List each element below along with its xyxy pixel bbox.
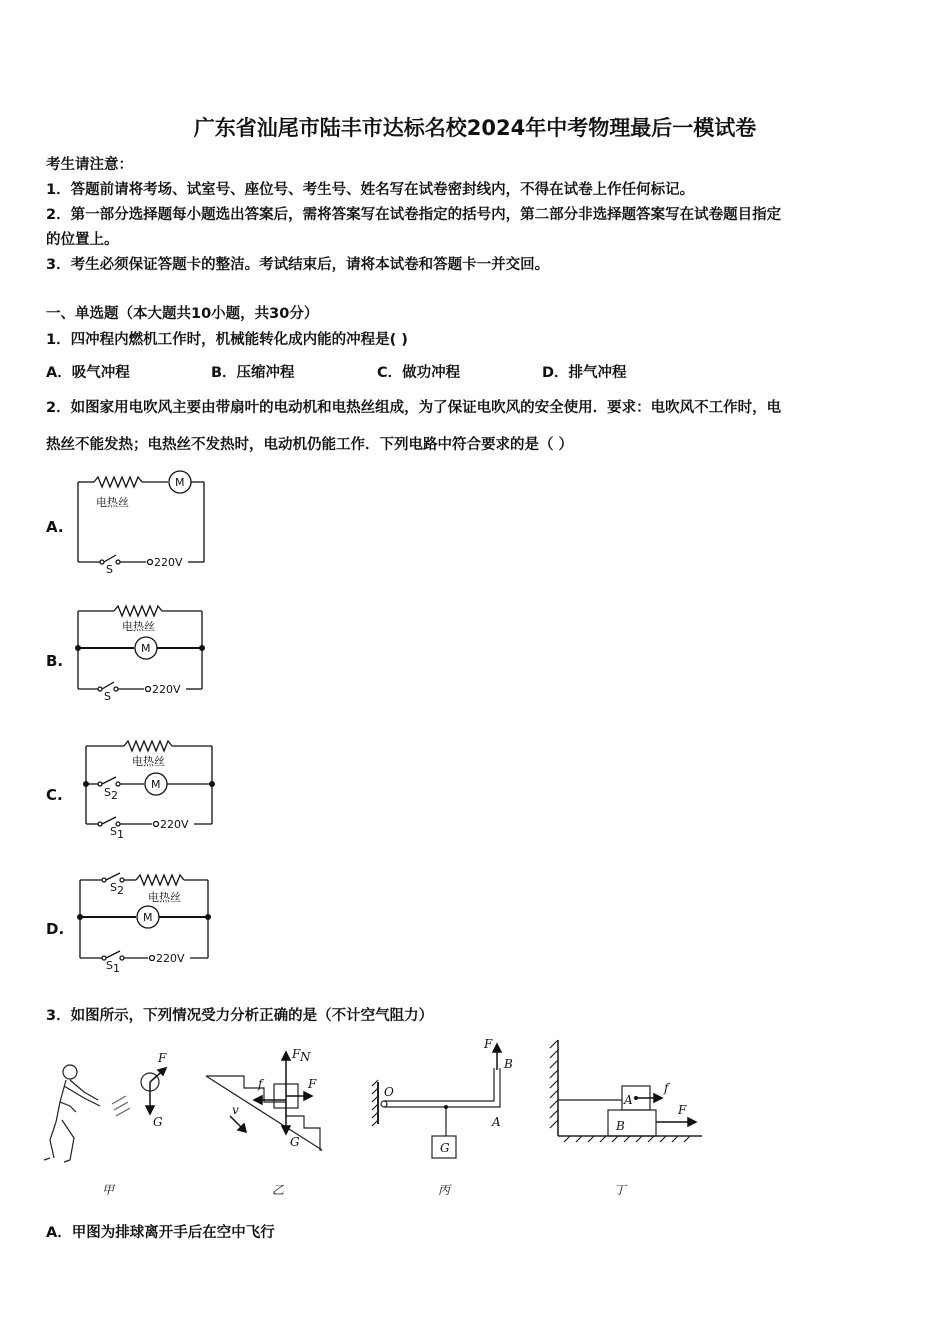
notice-heading: 考生请注意： [46, 157, 133, 173]
q2-option-a-label: A. [46, 518, 64, 536]
motor-label: M [141, 642, 151, 655]
q3-figure-jia [40, 1040, 190, 1200]
force-f-label: F [678, 1103, 687, 1117]
switch-label: S [106, 563, 113, 574]
q1-stem: 1．四冲程内燃机工作时，机械能转化成内能的冲程是( ) [46, 332, 408, 348]
point-b-label: B [504, 1057, 513, 1071]
heater-label: 电热丝 [148, 891, 181, 904]
heater-label: 电热丝 [132, 755, 165, 768]
circuit-a-diagram [70, 462, 220, 574]
q1-option-c: C．做功冲程 [377, 365, 461, 381]
switch-s1-sub: 1 [117, 828, 124, 841]
q1-option-b: B．压缩冲程 [211, 365, 295, 381]
q3-stem: 3．如图所示，下列情况受力分析正确的是（不计空气阻力） [46, 1008, 434, 1024]
figure-label-jia: 甲 [102, 1183, 115, 1197]
motor-label: M [175, 476, 185, 489]
circuit-c-diagram [76, 732, 226, 842]
force-fn-label: F [292, 1047, 301, 1061]
section-heading: 一、单选题（本大题共10小题，共30分） [46, 306, 319, 322]
friction-f-label: f [258, 1077, 263, 1091]
voltage-label: 220V [154, 556, 183, 569]
force-g-label: G [290, 1135, 300, 1149]
q3-figure-yi [200, 1040, 340, 1200]
switch-s1-label: S [110, 825, 117, 838]
q2-option-d-label: D. [46, 920, 65, 938]
figure-label-bing: 丙 [438, 1183, 451, 1197]
q2-stem-line1: 2．如图家用电吹风主要由带扇叶的电动机和电热丝组成，为了保证电吹风的安全使用．要求：电吹风不工作时，电 [46, 400, 782, 416]
point-a-label: A [492, 1115, 501, 1129]
force-f-label: F [158, 1051, 167, 1065]
heater-resistor [94, 477, 142, 487]
figure-label-ding: 丁 [614, 1183, 627, 1197]
force-g-label: G [153, 1115, 163, 1129]
voltage-label: 220V [152, 683, 181, 696]
figure-label-yi: 乙 [272, 1183, 285, 1197]
force-fn-sub: N [300, 1050, 311, 1064]
heater-label: 电热丝 [96, 496, 129, 509]
q2-option-b-label: B. [46, 652, 64, 670]
notice-item-3: 3．考生必须保证答题卡的整洁。考试结束后，请将本试卷和答题卡一并交回。 [46, 257, 550, 273]
q1-option-d: D．排气冲程 [542, 365, 627, 381]
friction-f-label: f [664, 1081, 669, 1095]
switch-s2-label: S [104, 786, 111, 799]
force-f-label: F [308, 1077, 317, 1091]
heater-resistor [114, 606, 162, 616]
q3-figure-ding [540, 1034, 710, 1200]
switch-s2-label: S [110, 881, 117, 894]
force-f-label: F [484, 1037, 493, 1051]
page-title: 广东省汕尾市陆丰市达标名校2024年中考物理最后一模试卷 [193, 116, 757, 140]
notice-item-2-cont: 的位置上。 [46, 232, 119, 248]
voltage-label: 220V [160, 818, 189, 831]
weight-g-label: G [440, 1141, 450, 1155]
q3-option-a: A．甲图为排球离开手后在空中飞行 [46, 1225, 275, 1241]
switch-s1-label: S [106, 959, 113, 972]
velocity-v-label: v [232, 1103, 239, 1117]
block-b-label: B [616, 1119, 625, 1133]
circuit-d-diagram [70, 864, 220, 976]
switch-s2-sub: 2 [117, 884, 124, 897]
notice-item-2: 2．第一部分选择题每小题选出答案后，需将答案写在试卷指定的括号内，第二部分非选择题答案写在试卷题目指定 [46, 207, 782, 223]
q2-stem-line2: 热丝不能发热；电热丝不发热时，电动机仍能工作．下列电路中符合要求的是（ ） [46, 437, 574, 453]
block-a-label: A [624, 1093, 633, 1107]
switch-s2-sub: 2 [111, 789, 118, 802]
notice-item-1: 1．答题前请将考场、试室号、座位号、考生号、姓名写在试卷密封线内，不得在试卷上作任何标记。 [46, 182, 695, 198]
q3-figure-bing [366, 1034, 526, 1200]
switch-s1-sub: 1 [113, 962, 120, 975]
motor-label: M [151, 778, 161, 791]
q1-option-a: A．吸气冲程 [46, 365, 130, 381]
circuit-b-diagram [70, 595, 220, 705]
pivot-o-label: O [384, 1085, 394, 1099]
heater-label: 电热丝 [122, 620, 155, 633]
motor-label: M [143, 911, 153, 924]
heater-resistor [124, 741, 172, 751]
q2-option-c-label: C. [46, 786, 63, 804]
switch-label: S [104, 690, 111, 703]
heater-resistor [136, 875, 184, 885]
voltage-label: 220V [156, 952, 185, 965]
player-sketch [44, 1065, 130, 1162]
